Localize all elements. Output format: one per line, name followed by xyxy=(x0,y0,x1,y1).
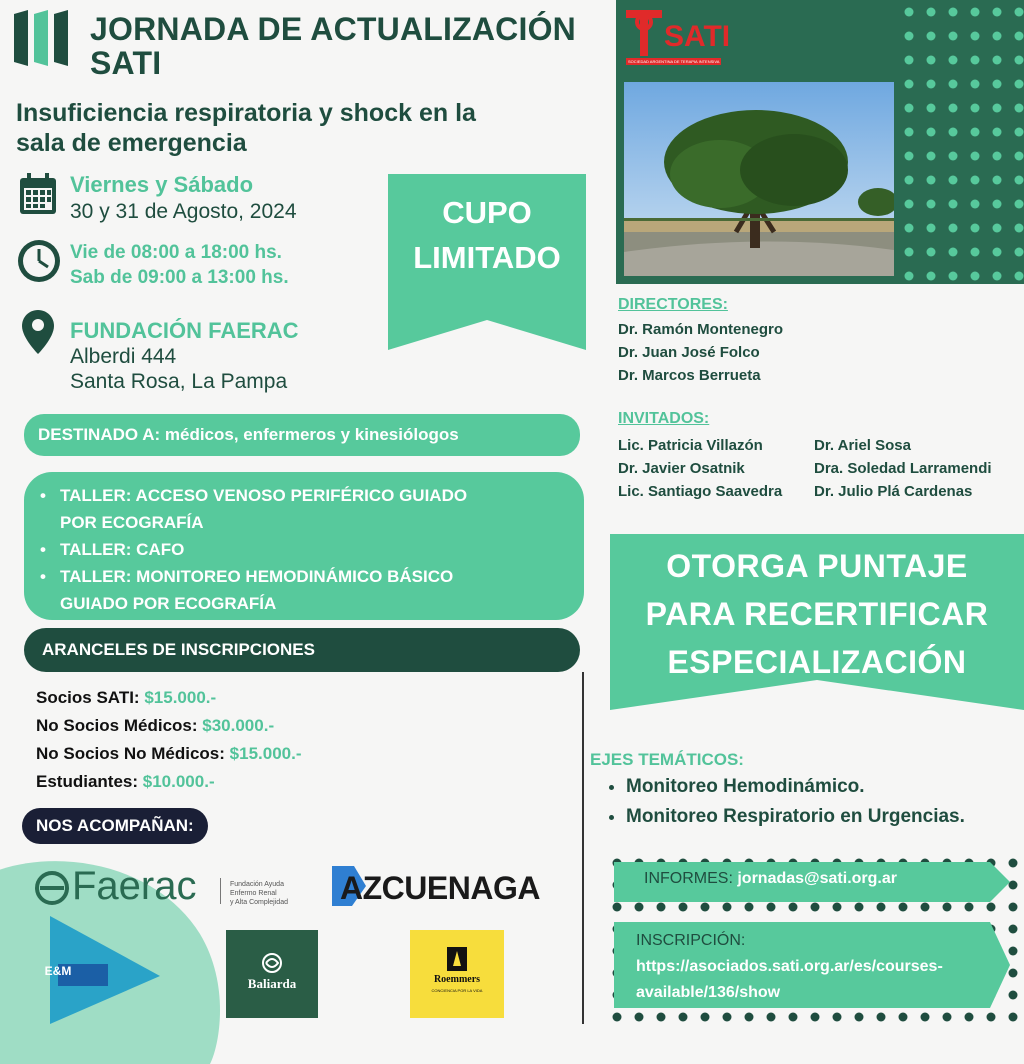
destinado-banner: DESTINADO A: médicos, enfermeros y kinesiólogos xyxy=(24,414,580,456)
talleres-box xyxy=(24,472,584,620)
price-item: No Socios Médicos: $30.000.- xyxy=(36,716,275,735)
page-subtitle: Insuficiencia respiratoria y shock en la sala de emergencia xyxy=(16,99,476,157)
event-days: Viernes y Sábado xyxy=(70,172,254,197)
invitado-name: Dr. Javier Osatnik xyxy=(618,460,745,477)
event-hours: Vie de 08:00 a 18:00 hs. Sab de 09:00 a 13:00 hs. xyxy=(70,242,289,288)
baliarda-logo-text: Baliarda xyxy=(247,976,297,991)
informes-email-link[interactable]: jornadas@sati.org.ar xyxy=(737,870,897,887)
roemmers-tagline: CONCIENCIA POR LA VIDA xyxy=(431,988,483,993)
director-name: Dr. Marcos Berrueta xyxy=(618,367,761,384)
eje-item: • Monitoreo Respiratorio en Urgencias. xyxy=(626,802,965,832)
jornada-logo-bars-icon xyxy=(14,10,72,66)
column-divider xyxy=(582,672,584,1024)
faerac-logo-icon xyxy=(34,868,70,908)
director-name: Dr. Juan José Folco xyxy=(618,344,760,361)
eje-item: • Monitoreo Hemodinámico. xyxy=(626,772,965,802)
invitados-title: INVITADOS: xyxy=(618,410,710,427)
taller-item: • TALLER: ACCESO VENOSO PERIFÉRICO GUIADO POR ECOGRAFÍA xyxy=(60,482,564,536)
informes-text: INFORMES: jornadas@sati.org.ar xyxy=(644,870,897,887)
sati-logo-text: SATI xyxy=(664,20,731,53)
ejes-list xyxy=(606,772,965,832)
nos-acompanan-label: NOS ACOMPAÑAN: xyxy=(22,808,208,844)
inscripcion-url-link[interactable]: https://asociados.sati.org.ar/es/courses- available/136/show xyxy=(636,958,943,1001)
invitado-name: Lic. Patricia Villazón xyxy=(618,437,763,454)
inscripcion-text: INSCRIPCIÓN: https://asociados.sati.org.ar/es/courses- available/136/show xyxy=(636,928,943,1006)
invitado-name: Dr. Julio Plá Cardenas xyxy=(814,483,973,500)
taller-item: • TALLER: CAFO xyxy=(60,536,564,563)
event-date: 30 y 31 de Agosto, 2024 xyxy=(70,200,297,223)
price-item: Socios SATI: $15.000.- xyxy=(36,688,217,707)
roemmers-logo-text: Roemmers xyxy=(433,974,481,985)
invitado-name: Dr. Ariel Sosa xyxy=(814,437,911,454)
em-logo-text: E&M xyxy=(44,964,72,978)
aranceles-header: ARANCELES DE INSCRIPCIONES xyxy=(24,628,580,672)
directores-list xyxy=(618,318,783,387)
director-name: Dr. Ramón Montenegro xyxy=(618,321,784,338)
page-title: JORNADA DE ACTUALIZACIÓN SATI xyxy=(90,11,576,81)
price-item: Estudiantes: $10.000.- xyxy=(36,772,215,791)
venue-address: Alberdi 444 xyxy=(70,345,177,368)
invitados-col1 xyxy=(618,434,782,503)
taller-item: • TALLER: MONITOREO HEMODINÁMICO BÁSICO GUIADO POR ECOGRAFÍA xyxy=(60,563,564,617)
calendar-icon xyxy=(18,172,58,216)
decorative-dots-top xyxy=(898,0,1024,284)
roemmers-symbol-icon xyxy=(446,946,468,972)
faerac-subtitle: Fundación Ayuda Enfermo Renal y Alta Complejidad xyxy=(230,881,288,906)
location-pin-icon xyxy=(22,310,54,354)
baliarda-symbol-icon xyxy=(260,952,284,974)
invitado-name: Lic. Santiago Saavedra xyxy=(618,483,783,500)
baliarda-logo xyxy=(226,930,318,1018)
sati-logo-tagline: SOCIEDAD ARGENTINA DE TERAPIA INTENSIVA xyxy=(628,59,720,64)
venue-name: FUNDACIÓN FAERAC xyxy=(70,318,299,343)
ejes-title: EJES TEMÁTICOS: xyxy=(590,750,744,769)
faerac-logo-text: Faerac xyxy=(72,864,197,908)
invitado-name: Dra. Soledad Larramendi xyxy=(814,460,992,477)
azcuenaga-logo-text: AZCUENAGA xyxy=(340,870,540,906)
invitados-col2 xyxy=(814,434,992,503)
price-item: No Socios No Médicos: $15.000.- xyxy=(36,744,302,763)
faerac-divider xyxy=(220,878,221,904)
price-list xyxy=(36,684,302,796)
cupo-limitado-text: CUPO LIMITADO xyxy=(413,195,561,275)
directores-title: DIRECTORES: xyxy=(618,296,728,313)
landscape-tree-photo xyxy=(624,82,894,276)
clock-icon xyxy=(16,238,62,284)
venue-city: Santa Rosa, La Pampa xyxy=(70,370,288,393)
otorga-puntaje-text: OTORGA PUNTAJE PARA RECERTIFICAR ESPECIALIZACIÓN xyxy=(645,548,989,680)
